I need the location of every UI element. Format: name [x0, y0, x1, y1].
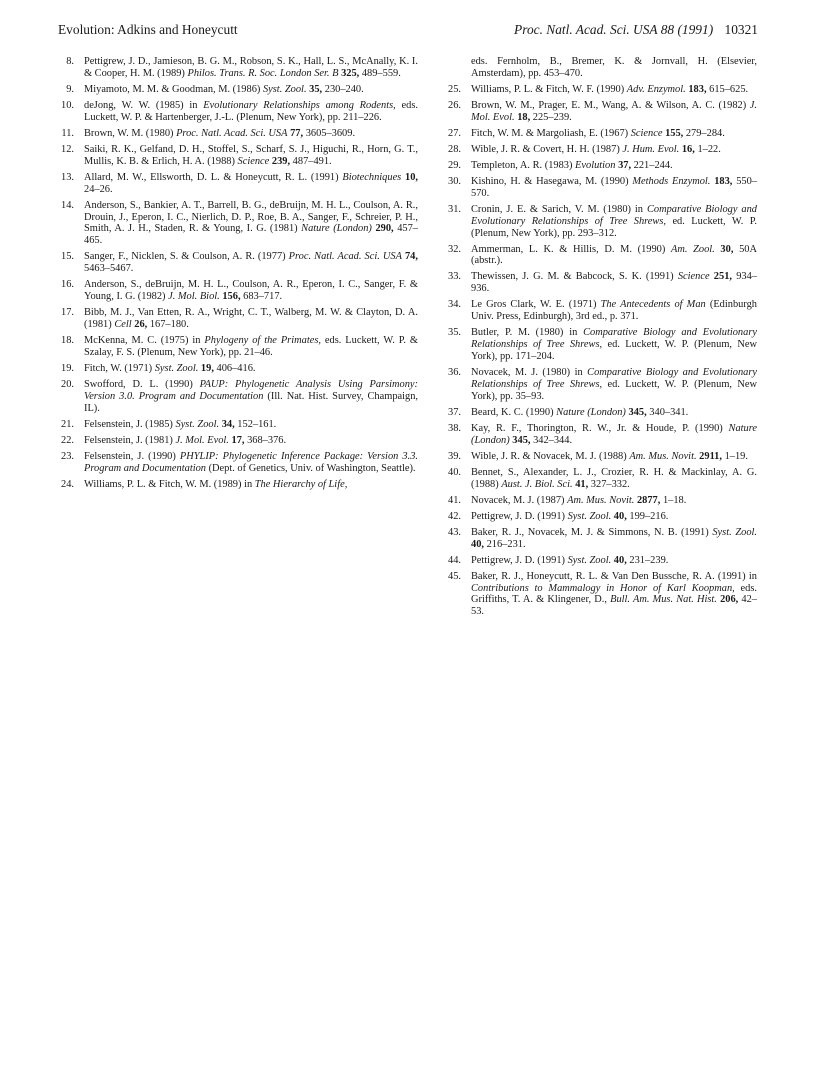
reference-item: [445, 527, 757, 551]
reference-text: Kishino, H. & Hasegawa, M. (1990): [471, 175, 633, 187]
reference-number: 30.: [448, 175, 461, 187]
reference-text: Allard, M. W., Ellsworth, D. L. & Honeycutt, R. L. (1991): [84, 171, 343, 183]
reference-item: [58, 335, 418, 359]
reference-text: : Phylogenetic Inference Package: Version 3.3. Program and Documentation: [84, 450, 418, 474]
reference-text: 457–465.: [84, 223, 418, 247]
reference-text: Novacek, M. J. (1987): [471, 494, 568, 506]
reference-text: Am. Mus. Novit.: [567, 494, 635, 506]
reference-text: The Antecedents of Man: [600, 299, 706, 311]
page-number: 10321: [724, 22, 758, 37]
reference-text: Philos. Trans. R. Soc. London Ser. B: [187, 67, 339, 79]
reference-number: 33.: [448, 271, 461, 283]
reference-text: 615–625.: [706, 83, 749, 95]
reference-number: 42.: [448, 510, 461, 522]
reference-text: 239,: [271, 155, 291, 167]
reference-text: (Edinburgh Univ. Press, Edinburgh), 3rd ed., p. 371.: [471, 299, 757, 323]
reference-text: 42–53.: [471, 594, 757, 618]
reference-item: [445, 495, 757, 507]
reference-text: 35,: [309, 83, 323, 95]
reference-text: 156,: [222, 291, 241, 303]
reference-text: Cronin, J. E. & Sarich, V. M. (1980) in: [471, 203, 647, 215]
reference-text: Felsenstein, J. (1990): [84, 450, 180, 462]
reference-number: 9.: [66, 83, 74, 95]
reference-number: 8.: [66, 56, 74, 67]
reference-text: Comparative Biology and Evolutionary Relationships of Tree Shrews,: [471, 327, 757, 351]
reference-text: 487–491.: [290, 155, 332, 167]
reference-number: 32.: [448, 243, 461, 255]
reference-text: Bennet, S., Alexander, L. J., Crozier, R. H. & Mackinlay, A. G. (1988): [471, 466, 757, 490]
reference-text: Miyamoto, M. M. & Goodman, M. (1986): [84, 83, 263, 95]
reference-text: Felsenstein, J. (1981): [84, 434, 176, 446]
reference-item: [445, 160, 757, 172]
reference-text: McKenna, M. C. (1975) in: [84, 335, 205, 347]
reference-number: 12.: [61, 143, 74, 155]
reference-text: 325,: [341, 67, 360, 79]
reference-text: 1–22.: [694, 143, 721, 155]
reference-item: [445, 84, 757, 96]
reference-text: Cell: [114, 319, 132, 331]
reference-text: 345,: [628, 406, 647, 418]
reference-text: Pettigrew, J. D. (1991): [471, 510, 568, 522]
reference-item: [58, 128, 418, 140]
reference-text: 37,: [618, 159, 632, 171]
reference-text: 290,: [375, 223, 394, 235]
reference-item: [445, 299, 757, 323]
reference-number: 11.: [61, 127, 74, 139]
reference-item: [58, 100, 418, 124]
reference-text: 340–341.: [646, 406, 689, 418]
reference-item: [58, 56, 418, 80]
reference-text: 2877,: [636, 494, 661, 506]
reference-text: Science: [630, 127, 663, 139]
reference-item: [58, 435, 418, 447]
reference-text: Syst. Zool.: [175, 418, 220, 430]
reference-text: Fitch, W. (1971): [84, 362, 155, 374]
reference-number: 35.: [448, 327, 461, 339]
reference-text: PAUP: [199, 378, 225, 390]
reference-text: 155,: [665, 127, 684, 139]
reference-text: 26,: [134, 319, 148, 331]
reference-text: Am. Zool.: [670, 243, 715, 255]
reference-text: 489–559.: [359, 67, 401, 79]
references-right-list: [445, 84, 757, 618]
reference-text: 34,: [221, 418, 235, 430]
reference-text: 279–284.: [683, 127, 725, 139]
reference-text: Swofford, D. L. (1990): [84, 378, 200, 390]
references-left-column: [58, 56, 418, 495]
reference-number: 41.: [448, 494, 461, 506]
reference-text: Biotechniques: [342, 171, 402, 183]
reference-text: 550–570.: [471, 175, 758, 199]
reference-item: [58, 307, 418, 331]
reference-text: Syst. Zool.: [567, 510, 612, 522]
reference-text: Science: [237, 155, 270, 167]
reference-text: Saiki, R. K., Gelfand, D. H., Stoffel, S., Scharf, S. J., Higuchi, R., Horn, G. T., Mullis, K. B. & Erlich, H. A. (1988): [84, 143, 418, 167]
reference-text: 3605–3609.: [303, 127, 356, 139]
reference-text: ed. Luckett, W. P. (Plenum, New York), pp. 293–312.: [471, 215, 757, 239]
reference-text: 199–216.: [626, 510, 669, 522]
reference-text: 406–416.: [213, 362, 256, 374]
reference-number: 45.: [448, 570, 461, 582]
reference-text: Ammerman, L. K. & Hillis, D. M. (1990): [471, 243, 671, 255]
reference-text: 24–26.: [84, 183, 113, 195]
reference-text: 10,: [405, 171, 418, 183]
reference-number: 36.: [448, 367, 461, 379]
reference-text: (Ill. Nat. Hist. Survey, Champaign, IL).: [84, 390, 418, 414]
header-journal-info: [514, 22, 758, 38]
reference-number: 43.: [448, 526, 461, 538]
reference-text: Brown, W. M., Prager, E. M., Wang, A. & Wilson, A. C. (1982): [471, 99, 750, 111]
reference-text: Wible, J. R. & Novacek, M. J. (1988): [471, 450, 630, 462]
reference-number: 27.: [448, 127, 461, 139]
reference-text: The Hierarchy of Life,: [254, 478, 348, 490]
reference-number: 40.: [448, 466, 461, 478]
reference-item: [445, 271, 757, 295]
reference-text: 74,: [404, 251, 418, 263]
reference-text: 5463–5467.: [84, 263, 134, 275]
reference-text: Baker, R. J., Honeycutt, R. L. & Van Den Bussche, R. A. (1991) in: [471, 570, 757, 582]
reference-text: 30,: [720, 243, 734, 255]
reference-text: Science: [677, 271, 710, 283]
reference-item: [445, 555, 757, 567]
reference-text: 221–244.: [631, 159, 673, 171]
reference-text: 683–717.: [240, 291, 283, 303]
reference-text: 934–936.: [471, 271, 757, 295]
reference-number: 17.: [61, 307, 74, 319]
reference-item: [445, 144, 757, 156]
reference-number: 21.: [61, 418, 74, 430]
reference-text: ed. Luckett, W. P. (Plenum, New York), pp. 171–204.: [471, 339, 757, 363]
reference-text: Pettigrew, J. D. (1991): [471, 554, 568, 566]
reference-item: [58, 419, 418, 431]
reference-text: Bull. Am. Mus. Nat. Hist.: [610, 594, 717, 606]
reference-text: Proc. Natl. Acad. Sci. USA: [288, 251, 402, 263]
reference-number: 18.: [61, 335, 74, 347]
reference-item: [445, 327, 757, 363]
reference-text: J. Hum. Evol.: [622, 143, 680, 155]
reference-item: [58, 200, 418, 248]
reference-text: 77,: [290, 127, 304, 139]
reference-text: Le Gros Clark, W. E. (1971): [471, 299, 601, 311]
reference-item: [58, 379, 418, 415]
reference-text: eds. Luckett, W. P. & Szalay, F. S. (Plenum, New York), pp. 21–46.: [84, 335, 418, 358]
reference-text: 40,: [613, 510, 627, 522]
reference-text: Pettigrew, J. D., Jamieson, B. G. M., Robson, S. K., Hall, L. S., McAnally, K. I. & Cooper, H. M. (1989): [84, 56, 418, 79]
reference-item: [445, 511, 757, 523]
reference-number: 24.: [61, 478, 74, 490]
reference-number: 25.: [448, 83, 461, 95]
reference-text: Butler, P. M. (1980) in: [471, 327, 584, 339]
reference-text: eds. Griffiths, T. A. & Klingener, D.,: [471, 582, 758, 606]
reference-number: 31.: [448, 203, 461, 215]
reference-number: 23.: [61, 450, 74, 462]
reference-text: Williams, P. L. & Fitch, W. M. (1989) in: [84, 478, 255, 490]
reference-number: 14.: [61, 199, 74, 211]
reference-number: 15.: [61, 251, 74, 263]
reference-item: [445, 244, 757, 268]
reference-text: 225–239.: [530, 111, 572, 123]
reference-text: deJong, W. W. (1985) in: [84, 99, 204, 111]
reference-text: Comparative Biology and Evolutionary Relationships of Tree Shrews,: [471, 203, 757, 227]
reference-text: 230–240.: [322, 83, 364, 95]
reference-text: (Dept. of Genetics, Univ. of Washington, Seattle).: [205, 462, 416, 474]
reference-text: Brown, W. M. (1980): [84, 127, 177, 139]
reference-text: PHYLIP: [179, 450, 216, 462]
reference-text: Beard, K. C. (1990): [471, 406, 557, 418]
reference-text: 40,: [471, 538, 484, 550]
reference-number: 16.: [61, 279, 74, 291]
reference-text: Anderson, S., Bankier, A. T., Barrell, B. G., deBruijn, M. H. L., Coulson, A. R., Drouin, J., Eperon, I. C., Nierlich, D. P., Roe, B. A., Sanger, F., Schreier, P. H., Smith, A. J. H., Staden, R. & Young, I. G. (1981): [84, 199, 418, 235]
reference-text: 183,: [688, 83, 707, 95]
reference-text: Evolutionary Relationships among Rodents,: [203, 99, 396, 111]
reference-text: Contributions to Mammalogy in Honor of Karl Koopman,: [471, 582, 735, 594]
reference-text: 345,: [512, 434, 531, 446]
reference-item: [58, 279, 418, 303]
reference-number: 37.: [448, 406, 461, 418]
reference-text: 17,: [231, 434, 245, 446]
reference-text: Sanger, F., Nicklen, S. & Coulson, A. R. (1977): [84, 251, 289, 263]
reference-text: Methods Enzymol.: [632, 175, 711, 187]
running-header: [58, 22, 758, 44]
reference-item: [58, 251, 418, 275]
reference-24-continuation: eds. Fernholm, B., Bremer, K. & Jornvall, H. (Elsevier, Amsterdam), pp. 453–470.: [471, 56, 757, 79]
reference-item: [58, 144, 418, 168]
reference-text: 327–332.: [588, 478, 630, 490]
reference-text: Bibb, M. J., Van Etten, R. A., Wright, C. T., Walberg, M. W. & Clayton, D. A. (1981): [84, 307, 418, 331]
header-journal: Proc. Natl. Acad. Sci. USA 88 (1991): [514, 22, 714, 37]
reference-text: Templeton, A. R. (1983): [471, 159, 576, 171]
reference-number: 34.: [448, 299, 461, 311]
reference-number: 19.: [61, 362, 74, 374]
reference-number: 28.: [448, 143, 461, 155]
reference-text: 206,: [720, 594, 739, 606]
reference-text: Syst. Zool.: [712, 526, 757, 538]
reference-text: Syst. Zool.: [567, 554, 612, 566]
reference-text: Proc. Natl. Acad. Sci. USA: [176, 127, 288, 139]
reference-text: 16,: [681, 143, 695, 155]
reference-text: 251,: [713, 271, 732, 283]
reference-number: 13.: [61, 171, 74, 183]
reference-number: 39.: [448, 450, 461, 462]
reference-text: Aust. J. Biol. Sci.: [501, 478, 573, 490]
reference-text: 167–180.: [147, 319, 189, 331]
reference-item: [445, 423, 757, 447]
reference-text: Kay, R. F., Thorington, R. W., Jr. & Houde, P. (1990): [471, 422, 729, 434]
references-right-column: [445, 56, 757, 622]
reference-item: [445, 571, 757, 619]
reference-text: Wible, J. R. & Covert, H. H. (1987): [471, 143, 623, 155]
reference-text: 183,: [714, 175, 733, 187]
reference-text: Nature (London): [556, 406, 626, 418]
header-title: Evolution: Adkins and Honeycutt: [58, 22, 238, 37]
reference-text: Nature (London): [301, 223, 372, 235]
reference-number: 26.: [448, 99, 461, 111]
reference-number: 29.: [448, 159, 461, 171]
reference-item: [58, 172, 418, 196]
reference-item: [445, 176, 757, 200]
reference-text: 50A (abstr.).: [471, 243, 757, 267]
reference-text: 368–376.: [244, 434, 287, 446]
reference-text: Fitch, W. M. & Margoliash, E. (1967): [471, 127, 631, 139]
reference-text: Nature (London): [471, 422, 757, 446]
reference-text: Syst. Zool.: [154, 362, 199, 374]
reference-text: Thewissen, J. G. M. & Babcock, S. K. (1991): [471, 271, 678, 283]
reference-text: ed. Luckett, W. P. (Plenum, New York), pp. 35–93.: [471, 378, 757, 402]
reference-text: 2911,: [699, 450, 722, 462]
reference-text: 1–19.: [721, 450, 748, 462]
reference-text: 18,: [517, 111, 531, 123]
reference-number: 10.: [61, 99, 74, 111]
reference-item: [445, 407, 757, 419]
reference-text: Baker, R. J., Novacek, M. J. & Simmons, N. B. (1991): [471, 526, 713, 538]
reference-text: eds. Luckett, W. P. & Hartenberger, J.-L. (Plenum, New York), pp. 211–226.: [84, 99, 418, 123]
reference-item: [58, 479, 418, 491]
reference-number: 20.: [61, 378, 74, 390]
reference-item: [445, 204, 757, 240]
reference-number: 38.: [448, 422, 461, 434]
reference-item: [445, 128, 757, 140]
reference-text: Am. Mus. Novit.: [629, 450, 697, 462]
reference-text: Syst. Zool.: [262, 83, 307, 95]
reference-item: [58, 363, 418, 375]
reference-text: Williams, P. L. & Fitch, W. F. (1990): [471, 83, 627, 95]
reference-text: : Phylogenetic Analysis Using Parsimony: Version 3.0. Program and Documentation: [84, 378, 418, 402]
reference-text: Adv. Enzymol.: [626, 83, 686, 95]
reference-text: Phylogeny of the Primates,: [204, 335, 321, 347]
reference-text: Felsenstein, J. (1985): [84, 418, 176, 430]
reference-item: [58, 451, 418, 475]
reference-text: Novacek, M. J. (1980) in: [471, 367, 588, 379]
reference-item: [58, 84, 418, 96]
reference-text: 19,: [200, 362, 214, 374]
reference-item: [445, 100, 757, 124]
reference-text: Evolution: [575, 159, 616, 171]
reference-text: 342–344.: [530, 434, 573, 446]
reference-number: 44.: [448, 554, 461, 566]
reference-text: Anderson, S., deBruijn, M. H. L., Coulson, A. R., Eperon, I. C., Sanger, F. & Young, I. G. (1982): [84, 279, 418, 303]
reference-text: 40,: [613, 554, 627, 566]
reference-text: 41,: [575, 478, 589, 490]
reference-item: [445, 367, 757, 403]
reference-text: J. Mol. Evol.: [471, 99, 757, 123]
reference-text: 152–161.: [234, 418, 277, 430]
reference-number: 22.: [61, 434, 74, 446]
reference-text: J. Mol. Biol.: [168, 291, 220, 303]
reference-text: J. Mol. Evol.: [175, 434, 229, 446]
reference-text: 216–231.: [484, 538, 526, 550]
reference-item: [445, 451, 757, 463]
reference-text: Comparative Biology and Evolutionary Relationships of Tree Shrews,: [471, 367, 757, 390]
reference-text: 231–239.: [626, 554, 669, 566]
reference-item: [445, 467, 757, 491]
reference-text: 1–18.: [660, 494, 687, 506]
